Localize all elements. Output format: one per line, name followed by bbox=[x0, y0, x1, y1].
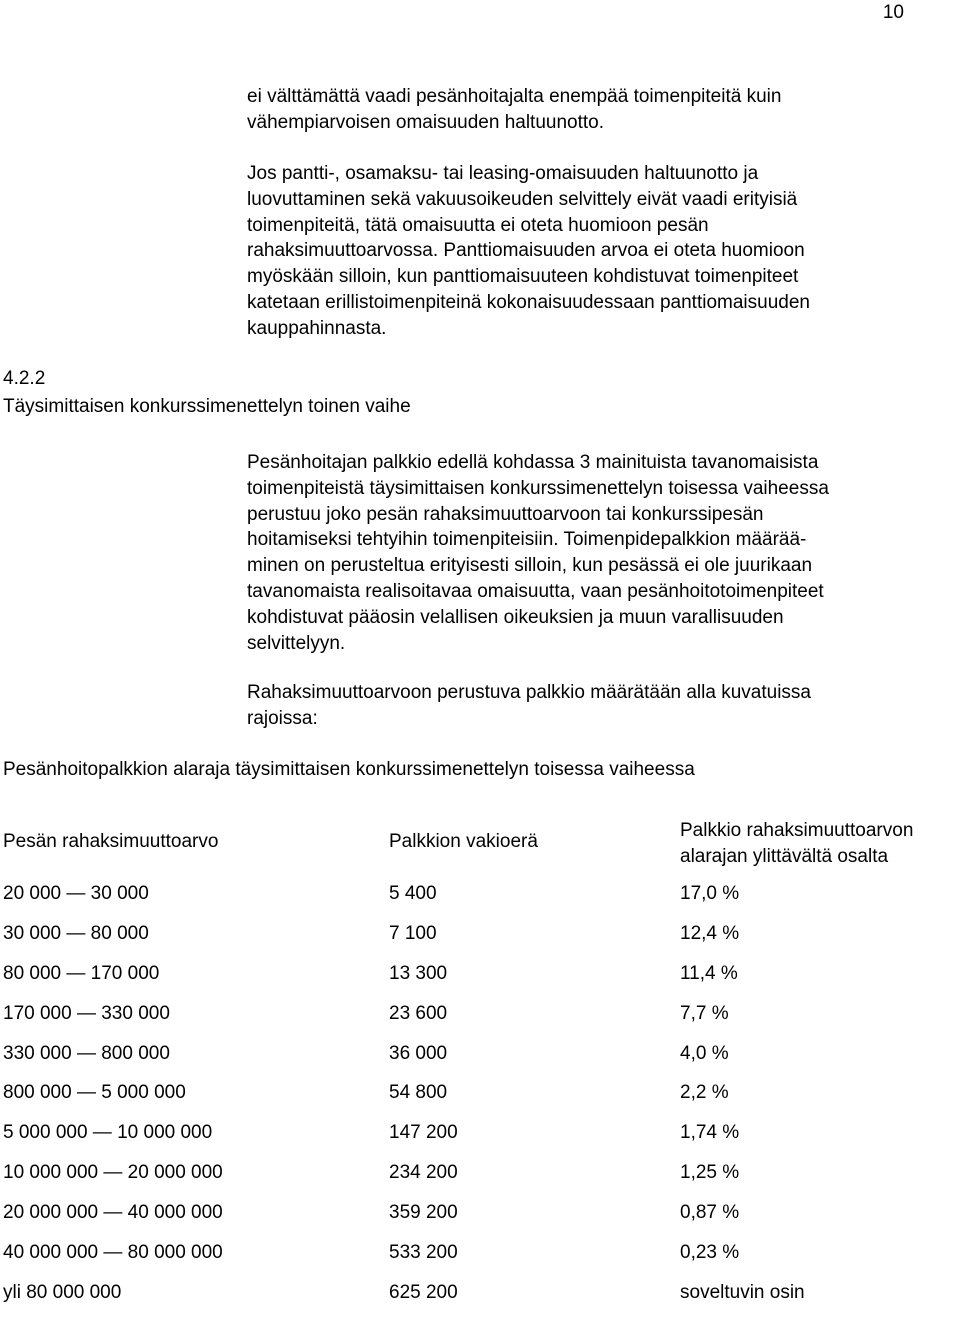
paragraph-fee-basis bbox=[247, 450, 956, 656]
paragraph-line: myöskään silloin, kun panttiomaisuuteen kohdistuvat toimenpiteet bbox=[247, 266, 799, 288]
cell-liquidation-value: 5 000 000 — 10 000 000 bbox=[3, 1122, 213, 1144]
paragraph-line: kohdistuvat pääosin velallisen oikeuksien ja muun varallisuuden bbox=[247, 606, 784, 628]
table-row bbox=[3, 1157, 960, 1197]
cell-percentage: 1,25 % bbox=[680, 1162, 740, 1184]
cell-base-fee: 23 600 bbox=[389, 1002, 448, 1024]
cell-base-fee: 625 200 bbox=[389, 1281, 458, 1303]
section-number: 4.2.2 bbox=[3, 368, 46, 389]
cell-percentage: 1,74 % bbox=[680, 1122, 740, 1144]
cell-base-fee: 234 200 bbox=[389, 1162, 458, 1184]
paragraph-pledged-assets bbox=[247, 161, 956, 342]
paragraph-line: selvittelyyn. bbox=[247, 632, 346, 654]
table-row bbox=[3, 1038, 960, 1078]
cell-percentage: 7,7 % bbox=[680, 1002, 729, 1024]
cell-percentage: 0,87 % bbox=[680, 1202, 740, 1224]
cell-base-fee: 13 300 bbox=[389, 962, 448, 984]
cell-liquidation-value: yli 80 000 000 bbox=[3, 1281, 122, 1303]
table-row bbox=[3, 878, 960, 918]
cell-base-fee: 54 800 bbox=[389, 1082, 448, 1104]
cell-percentage: soveltuvin osin bbox=[680, 1281, 805, 1303]
header-liquidation-value: Pesän rahaksimuuttoarvo bbox=[3, 831, 219, 852]
header-percentage-line2: alarajan ylittävältä osalta bbox=[680, 846, 889, 867]
page-number: 10 bbox=[882, 2, 904, 23]
paragraph-line: rajoissa: bbox=[247, 708, 318, 729]
paragraph-table-intro bbox=[247, 680, 956, 732]
table-row bbox=[3, 958, 960, 998]
header-base-fee: Palkkion vakioerä bbox=[389, 831, 538, 852]
paragraph-line: rahaksimuuttoarvossa. Panttiomaisuuden arvoa ei oteta huomioon bbox=[247, 240, 805, 262]
paragraph-line: vähempiarvoisen omaisuuden haltuunotto. bbox=[247, 111, 605, 133]
paragraph-line: Pesänhoitajan palkkio edellä kohdassa 3 mainituista tavanomaisista bbox=[247, 452, 819, 473]
section-title: Täysimittaisen konkurssimenettelyn toinen vaihe bbox=[3, 396, 411, 417]
cell-liquidation-value: 170 000 — 330 000 bbox=[3, 1002, 170, 1024]
paragraph-line: kauppahinnasta. bbox=[247, 317, 387, 339]
table-body bbox=[3, 878, 960, 1317]
cell-liquidation-value: 10 000 000 — 20 000 000 bbox=[3, 1162, 223, 1184]
cell-liquidation-value: 40 000 000 — 80 000 000 bbox=[3, 1242, 223, 1264]
cell-base-fee: 36 000 bbox=[389, 1042, 448, 1064]
paragraph-line: hoitamiseksi tehtyihin toimenpiteisiin. Toimenpidepalkkion määrää- bbox=[247, 529, 807, 551]
paragraph-line: tavanomaista realisoitavaa omaisuutta, vaan pesänhoitotoimenpiteet bbox=[247, 580, 824, 602]
table-row bbox=[3, 1237, 960, 1277]
cell-liquidation-value: 30 000 — 80 000 bbox=[3, 922, 149, 944]
cell-percentage: 17,0 % bbox=[680, 883, 740, 904]
paragraph-line: Rahaksimuuttoarvoon perustuva palkkio määrätään alla kuvatuissa bbox=[247, 682, 811, 703]
paragraph-line: perustuu joko pesän rahaksimuuttoarvoon tai konkurssipesän bbox=[247, 503, 764, 525]
fee-table bbox=[3, 818, 960, 1317]
table-row bbox=[3, 1197, 960, 1237]
table-header bbox=[3, 818, 960, 878]
paragraph-line: Jos pantti-, osamaksu- tai leasing-omaisuuden haltuunotto ja bbox=[247, 163, 759, 184]
paragraph-line: toimenpiteitä, tätä omaisuutta ei oteta huomioon pesän bbox=[247, 214, 709, 236]
cell-base-fee: 147 200 bbox=[389, 1122, 458, 1144]
paragraph-line: katetaan erillistoimenpiteinä kokonaisuudessaan panttiomaisuuden bbox=[247, 291, 810, 313]
paragraph-line: toimenpiteistä täysimittaisen konkurssimenettelyn toisessa vaiheessa bbox=[247, 477, 829, 499]
table-row bbox=[3, 1117, 960, 1157]
cell-liquidation-value: 20 000 — 30 000 bbox=[3, 883, 149, 904]
cell-percentage: 2,2 % bbox=[680, 1082, 729, 1104]
table-row bbox=[3, 918, 960, 958]
cell-liquidation-value: 800 000 — 5 000 000 bbox=[3, 1082, 186, 1104]
table-row bbox=[3, 998, 960, 1038]
table-caption: Pesänhoitopalkkion alaraja täysimittaisen konkurssimenettelyn toisessa vaiheessa bbox=[3, 759, 695, 780]
cell-liquidation-value: 20 000 000 — 40 000 000 bbox=[3, 1202, 223, 1224]
cell-percentage: 0,23 % bbox=[680, 1242, 740, 1264]
paragraph-line: luovuttaminen sekä vakuusoikeuden selvittely eivät vaadi erityisiä bbox=[247, 188, 798, 210]
cell-base-fee: 533 200 bbox=[389, 1242, 458, 1264]
paragraph-line: minen on perusteltua erityisesti silloin, kun pesässä ei ole juurikaan bbox=[247, 555, 813, 577]
cell-percentage: 4,0 % bbox=[680, 1042, 729, 1064]
paragraph-continuation bbox=[247, 84, 956, 136]
cell-liquidation-value: 80 000 — 170 000 bbox=[3, 962, 160, 984]
paragraph-line: ei välttämättä vaadi pesänhoitajalta enempää toimenpiteitä kuin bbox=[247, 86, 782, 107]
cell-percentage: 12,4 % bbox=[680, 922, 740, 944]
header-percentage-line1: Palkkio rahaksimuuttoarvon bbox=[680, 820, 914, 841]
cell-liquidation-value: 330 000 — 800 000 bbox=[3, 1042, 170, 1064]
table-row bbox=[3, 1277, 960, 1317]
cell-base-fee: 359 200 bbox=[389, 1202, 458, 1224]
table-row bbox=[3, 1077, 960, 1117]
cell-percentage: 11,4 % bbox=[680, 962, 738, 984]
header-percentage bbox=[680, 818, 913, 870]
cell-base-fee: 5 400 bbox=[389, 883, 437, 904]
cell-base-fee: 7 100 bbox=[389, 922, 437, 944]
